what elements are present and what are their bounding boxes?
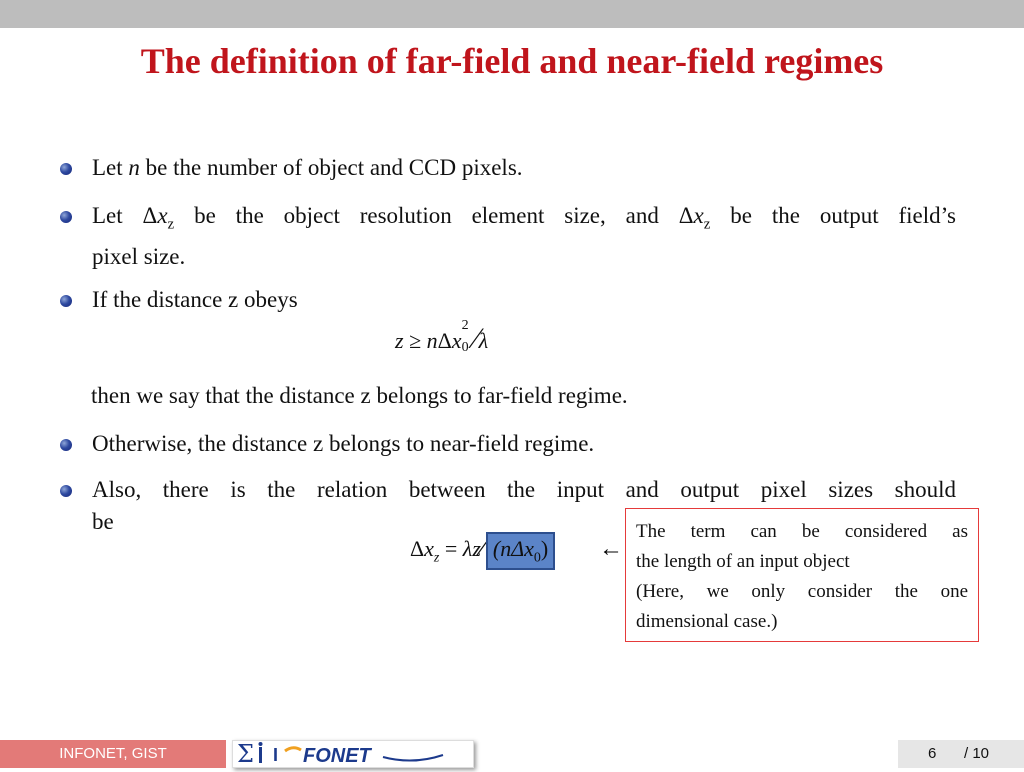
footer-pagination bbox=[898, 740, 1024, 768]
formula-superscript: 2 bbox=[461, 318, 469, 333]
bullet-5-line-1: Also, there is the relation between the input and output pixel sizes should bbox=[92, 477, 956, 502]
formula-variable-n: n bbox=[426, 328, 438, 353]
slide-title: The definition of far-field and near-field regimes bbox=[140, 41, 884, 81]
bullet-2-text bbox=[92, 200, 956, 273]
formula-divide: ⁄ bbox=[480, 530, 486, 563]
bullet-3-text: If the distance z obeys bbox=[92, 287, 298, 312]
svg-text:I: I bbox=[273, 745, 279, 765]
highlighted-term: (nΔx bbox=[492, 536, 534, 561]
formula-lambda: λ bbox=[462, 536, 473, 561]
bullet-4-text: Otherwise, the distance z belongs to near-field regime. bbox=[92, 431, 595, 456]
variable-x: x bbox=[693, 203, 704, 228]
formula-sup-sub bbox=[461, 318, 474, 355]
bullet-2-prefix: Let bbox=[92, 203, 143, 228]
annotation-line-1: The term can be considered as bbox=[636, 521, 968, 542]
bullet-5-line-2: be bbox=[92, 509, 114, 534]
bullet-2-middle: be the object resolution element size, and bbox=[174, 203, 679, 228]
delta-symbol: Δ bbox=[410, 536, 425, 561]
delta-symbol: Δ bbox=[437, 328, 452, 353]
formula-variable-z: z bbox=[472, 536, 481, 561]
highlighted-term-box bbox=[486, 532, 555, 570]
bullet-icon bbox=[60, 211, 72, 223]
annotation-line-4: dimensional case.) bbox=[636, 611, 778, 632]
pixel-size-relation-formula bbox=[410, 530, 555, 570]
formula-variable-x: x bbox=[451, 328, 462, 353]
bullet-icon bbox=[60, 485, 72, 497]
footer-organization: INFONET, GIST bbox=[0, 740, 226, 768]
bullet-1-prefix: Let bbox=[92, 155, 129, 180]
far-field-condition-formula bbox=[395, 318, 489, 356]
bullet-icon bbox=[60, 439, 72, 451]
page-number: 6 bbox=[928, 745, 937, 762]
bullet-2-end: be the output field’s bbox=[710, 203, 956, 228]
bullet-2-line-1 bbox=[92, 200, 956, 241]
infonet-logo bbox=[232, 740, 474, 768]
highlighted-subscript: 0 bbox=[533, 550, 541, 566]
bullet-icon bbox=[60, 295, 72, 307]
bullet-1-text bbox=[92, 152, 962, 184]
formula-lambda: λ bbox=[478, 328, 489, 353]
bullet-icon bbox=[60, 163, 72, 175]
bullet-1-variable: n bbox=[128, 155, 140, 180]
formula-variable-x: x bbox=[424, 536, 434, 561]
bullet-3-continuation: then we say that the distance z belongs to far-field regime. bbox=[91, 383, 628, 408]
annotation-box bbox=[625, 508, 979, 642]
delta-symbol: Δ bbox=[142, 203, 158, 228]
svg-text:Σ: Σ bbox=[237, 741, 254, 767]
bullet-1-suffix: be the number of object and CCD pixels. bbox=[139, 155, 523, 180]
annotation-line-2: the length of an input object bbox=[636, 551, 850, 572]
infonet-logo-graphic bbox=[233, 741, 473, 767]
subscript-z: z bbox=[703, 216, 711, 233]
variable-x: x bbox=[157, 203, 168, 228]
top-bar bbox=[0, 0, 1024, 28]
formula-geq: ≥ bbox=[403, 328, 427, 353]
formula-subscript: z bbox=[433, 550, 440, 566]
formula-subscript: 0 bbox=[461, 340, 469, 355]
page-total: / 10 bbox=[964, 745, 990, 762]
svg-text:FONET: FONET bbox=[303, 745, 371, 767]
formula-variable-z: z bbox=[395, 328, 404, 353]
formula-equals: = bbox=[439, 536, 463, 561]
subscript-z: z bbox=[167, 216, 175, 233]
highlighted-close-paren: ) bbox=[540, 536, 549, 561]
formula-divide: ⁄ bbox=[473, 322, 479, 355]
left-arrow-icon: ← bbox=[599, 536, 623, 562]
delta-symbol: Δ bbox=[678, 203, 694, 228]
bullet-2-line-2: pixel size. bbox=[92, 243, 186, 269]
annotation-line-3: (Here, we only consider the one bbox=[636, 581, 968, 602]
